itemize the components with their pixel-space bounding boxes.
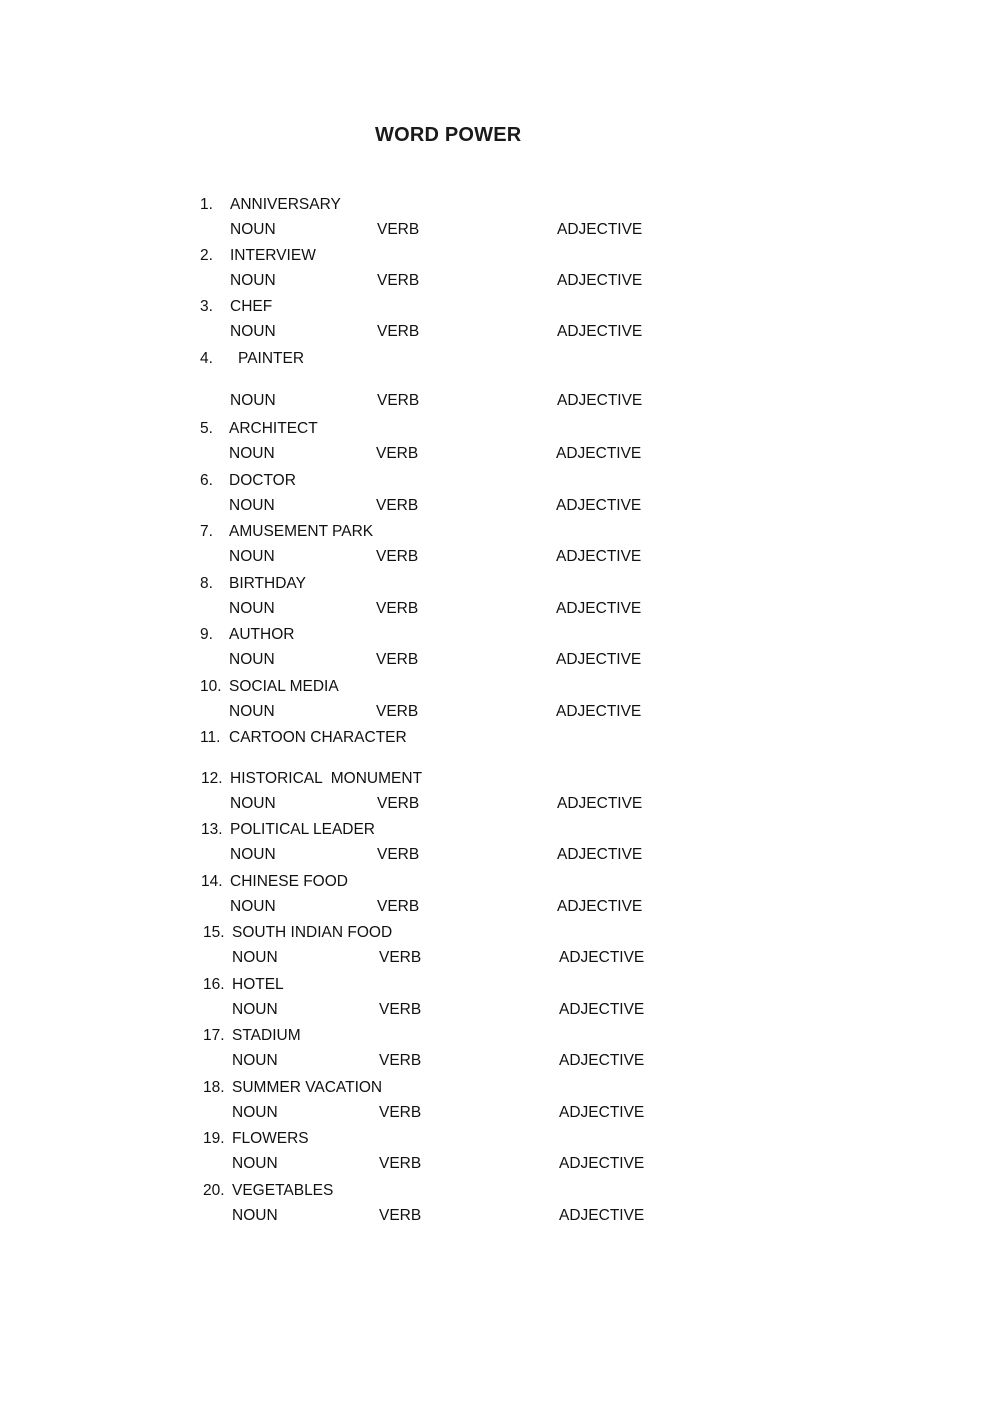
item-word: STADIUM xyxy=(232,1027,301,1044)
verb-label: VERB xyxy=(376,497,419,514)
item-word: HOTEL xyxy=(232,976,284,993)
adjective-label: ADJECTIVE xyxy=(559,1052,645,1069)
item-word: ANNIVERSARY xyxy=(230,196,341,213)
noun-label: NOUN xyxy=(232,949,278,966)
noun-label: NOUN xyxy=(230,272,276,289)
verb-label: VERB xyxy=(377,846,420,863)
adjective-label: ADJECTIVE xyxy=(556,548,642,565)
item-number: 19. xyxy=(203,1130,225,1147)
noun-label: NOUN xyxy=(232,1052,278,1069)
noun-label: NOUN xyxy=(230,846,276,863)
item-word: HISTORICAL MONUMENT xyxy=(230,770,423,787)
item-word: POLITICAL LEADER xyxy=(230,821,376,838)
adjective-label: ADJECTIVE xyxy=(557,221,643,238)
adjective-label: ADJECTIVE xyxy=(557,846,643,863)
adjective-label: ADJECTIVE xyxy=(557,898,643,915)
item-number: 4. xyxy=(200,350,213,367)
item-word: SOUTH INDIAN FOOD xyxy=(232,924,393,941)
adjective-label: ADJECTIVE xyxy=(557,795,643,812)
adjective-label: ADJECTIVE xyxy=(556,497,642,514)
verb-label: VERB xyxy=(377,898,420,915)
item-number: 16. xyxy=(203,976,225,993)
verb-label: VERB xyxy=(376,600,419,617)
adjective-label: ADJECTIVE xyxy=(559,949,645,966)
item-number: 5. xyxy=(200,420,213,437)
noun-label: NOUN xyxy=(229,600,275,617)
adjective-label: ADJECTIVE xyxy=(559,1155,645,1172)
adjective-label: ADJECTIVE xyxy=(557,323,643,340)
item-number: 10. xyxy=(200,678,222,695)
item-word: CARTOON CHARACTER xyxy=(229,729,407,746)
item-word: DOCTOR xyxy=(229,472,296,489)
noun-label: NOUN xyxy=(232,1155,278,1172)
item-number: 3. xyxy=(200,298,213,315)
noun-label: NOUN xyxy=(229,445,275,462)
item-word: BIRTHDAY xyxy=(229,575,306,592)
item-word: SOCIAL MEDIA xyxy=(229,678,339,695)
item-number: 2. xyxy=(200,247,213,264)
verb-label: VERB xyxy=(376,548,419,565)
noun-label: NOUN xyxy=(230,898,276,915)
item-number: 12. xyxy=(201,770,223,787)
adjective-label: ADJECTIVE xyxy=(559,1104,645,1121)
item-word: AUTHOR xyxy=(229,626,295,643)
verb-label: VERB xyxy=(377,795,420,812)
item-word: PAINTER xyxy=(238,350,305,367)
noun-label: NOUN xyxy=(229,548,275,565)
item-number: 7. xyxy=(200,523,213,540)
verb-label: VERB xyxy=(379,1207,422,1224)
verb-label: VERB xyxy=(379,1104,422,1121)
noun-label: NOUN xyxy=(229,703,275,720)
verb-label: VERB xyxy=(379,1001,422,1018)
item-number: 11. xyxy=(200,729,221,746)
item-word: CHINESE FOOD xyxy=(230,873,348,890)
verb-label: VERB xyxy=(379,1155,422,1172)
adjective-label: ADJECTIVE xyxy=(559,1207,645,1224)
verb-label: VERB xyxy=(377,221,420,238)
verb-label: VERB xyxy=(376,703,419,720)
adjective-label: ADJECTIVE xyxy=(556,600,642,617)
verb-label: VERB xyxy=(377,392,420,409)
verb-label: VERB xyxy=(379,949,422,966)
item-word: INTERVIEW xyxy=(230,247,316,264)
item-word: FLOWERS xyxy=(232,1130,309,1147)
item-number: 8. xyxy=(200,575,213,592)
verb-label: VERB xyxy=(376,651,419,668)
page-title: WORD POWER xyxy=(375,124,522,146)
adjective-label: ADJECTIVE xyxy=(557,272,643,289)
noun-label: NOUN xyxy=(230,221,276,238)
noun-label: NOUN xyxy=(232,1001,278,1018)
adjective-label: ADJECTIVE xyxy=(556,445,642,462)
item-number: 14. xyxy=(201,873,223,890)
item-word: VEGETABLES xyxy=(232,1182,334,1199)
item-word: ARCHITECT xyxy=(229,420,318,437)
item-number: 13. xyxy=(201,821,223,838)
item-number: 20. xyxy=(203,1182,225,1199)
noun-label: NOUN xyxy=(230,795,276,812)
item-word: AMUSEMENT PARK xyxy=(229,523,374,540)
adjective-label: ADJECTIVE xyxy=(559,1001,645,1018)
adjective-label: ADJECTIVE xyxy=(556,651,642,668)
verb-label: VERB xyxy=(377,323,420,340)
item-word: CHEF xyxy=(230,298,273,315)
item-number: 6. xyxy=(200,472,213,489)
verb-label: VERB xyxy=(376,445,419,462)
item-number: 18. xyxy=(203,1079,225,1096)
item-number: 1. xyxy=(200,196,213,213)
verb-label: VERB xyxy=(379,1052,422,1069)
noun-label: NOUN xyxy=(230,323,276,340)
item-word: SUMMER VACATION xyxy=(232,1079,383,1096)
item-number: 15. xyxy=(203,924,225,941)
adjective-label: ADJECTIVE xyxy=(557,392,643,409)
adjective-label: ADJECTIVE xyxy=(556,703,642,720)
item-number: 9. xyxy=(200,626,213,643)
verb-label: VERB xyxy=(377,272,420,289)
item-number: 17. xyxy=(203,1027,225,1044)
noun-label: NOUN xyxy=(229,651,275,668)
noun-label: NOUN xyxy=(229,497,275,514)
noun-label: NOUN xyxy=(232,1207,278,1224)
noun-label: NOUN xyxy=(232,1104,278,1121)
noun-label: NOUN xyxy=(230,392,276,409)
